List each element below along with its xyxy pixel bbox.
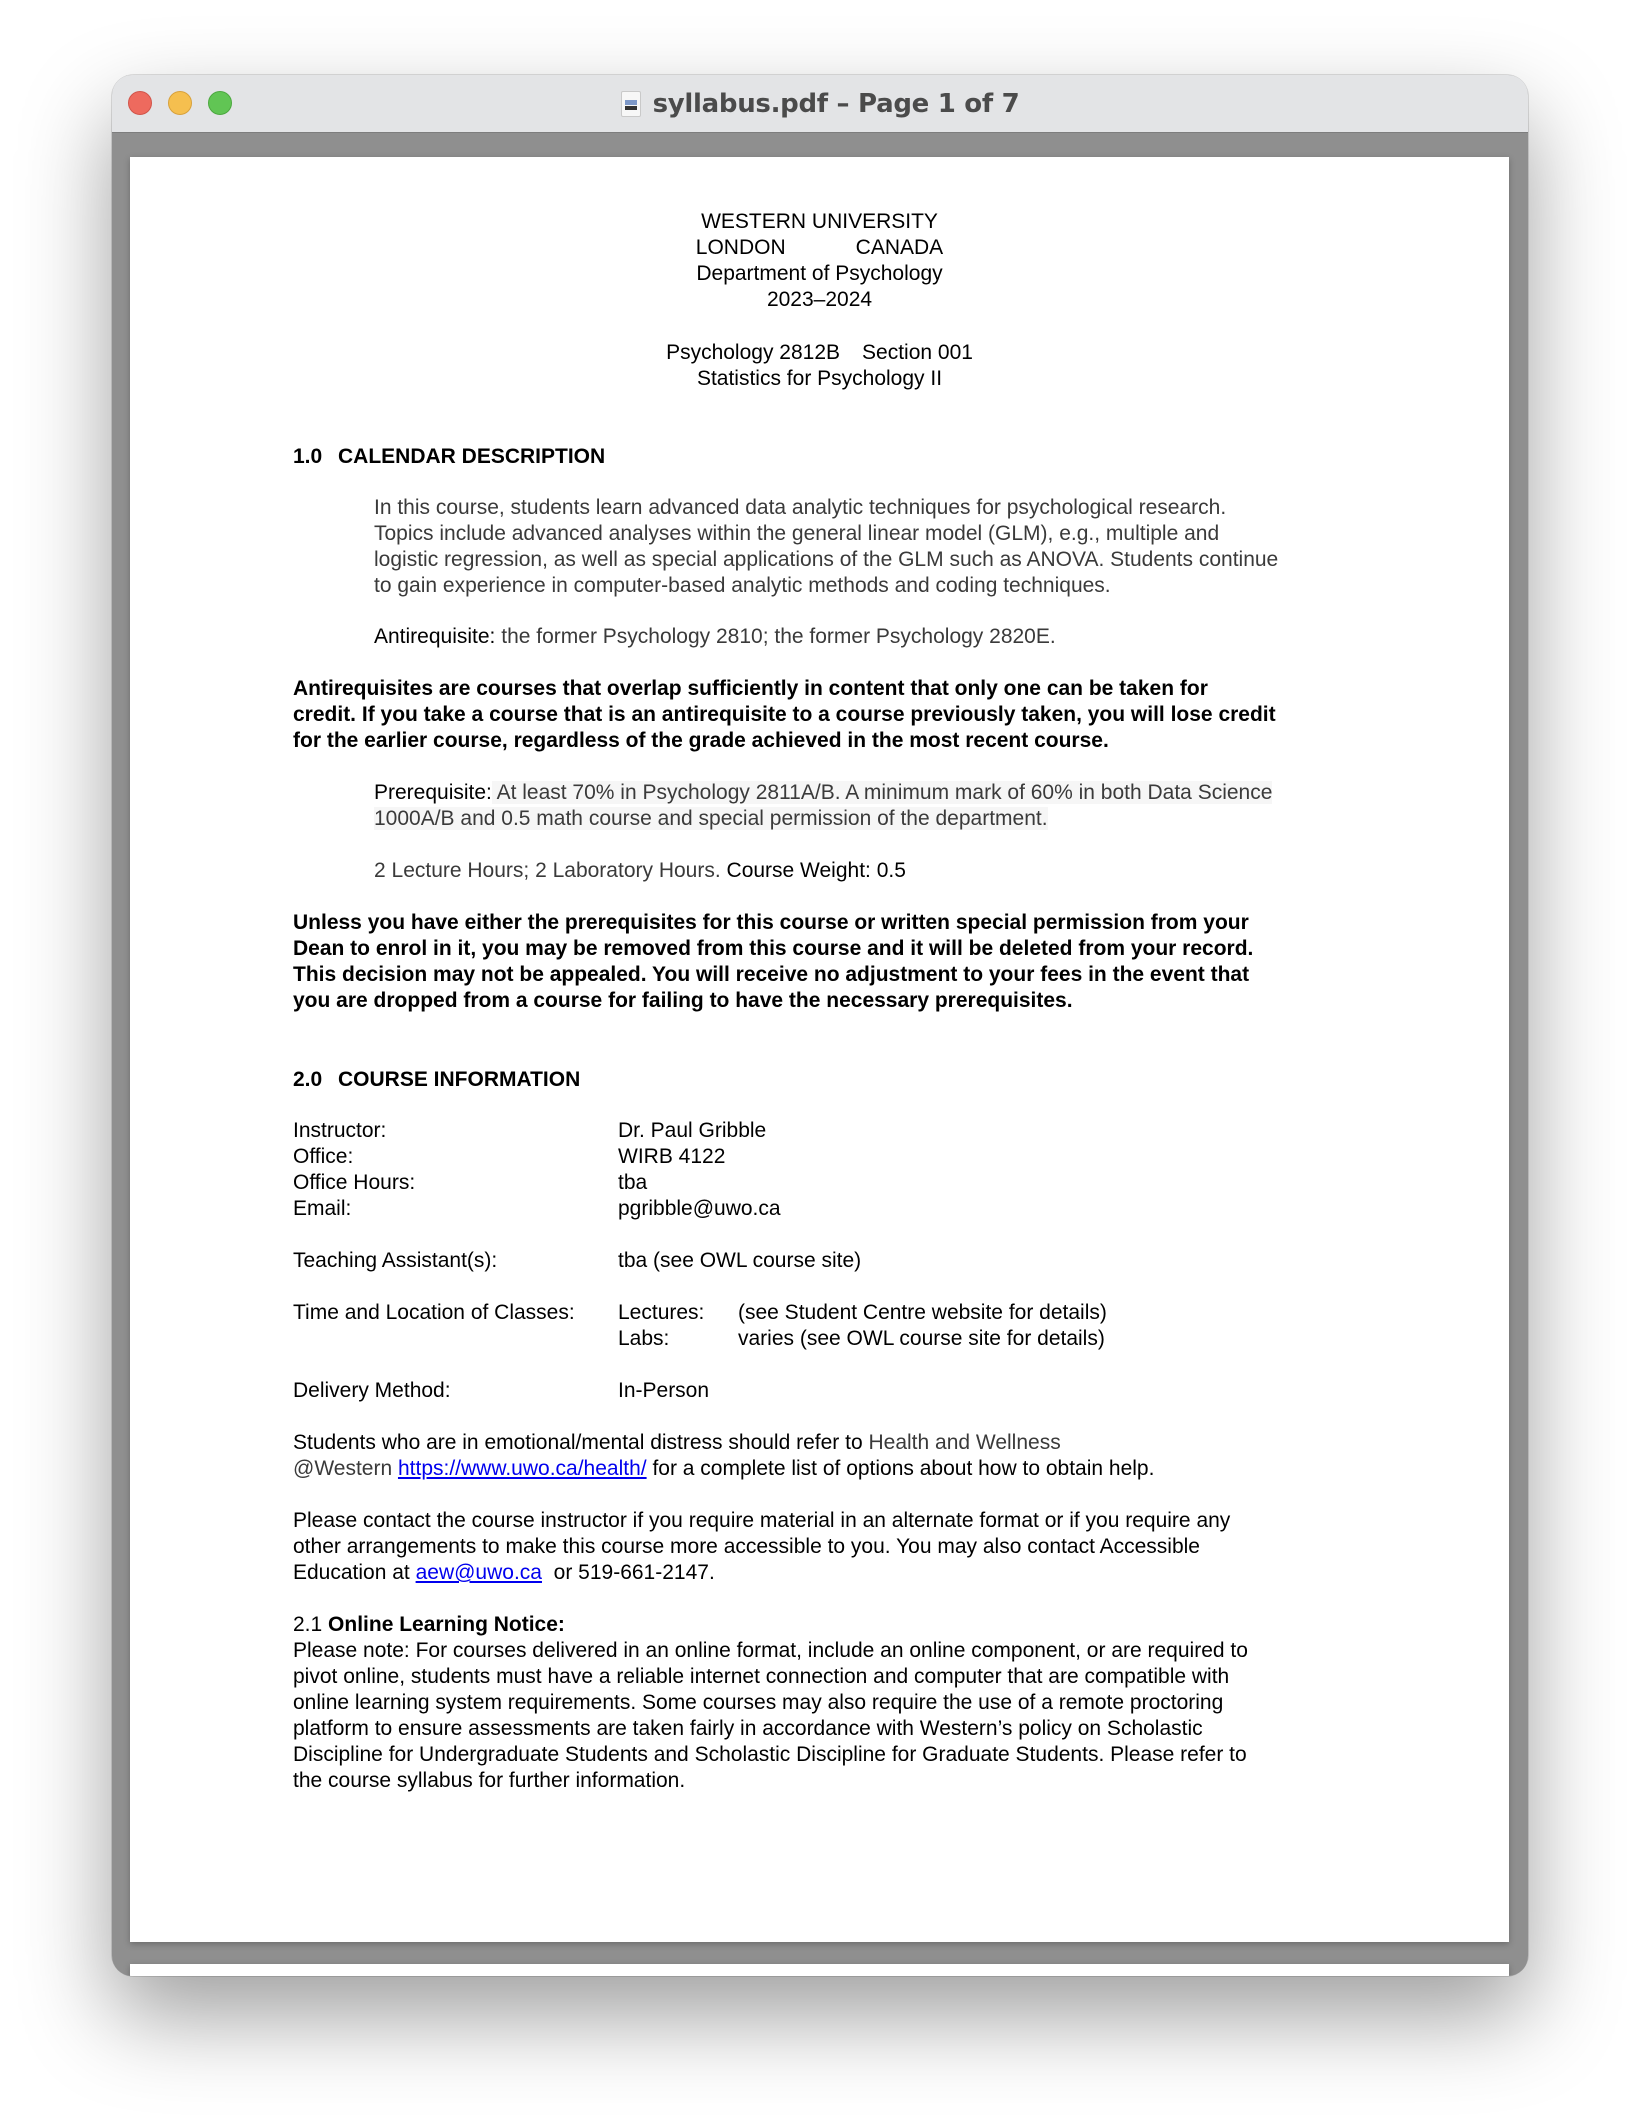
notice-line: for the earlier course, regardless of the grade achieved in the most recent course. xyxy=(293,729,1109,752)
section-heading-course-info xyxy=(293,1067,1383,1093)
online-learning-heading xyxy=(293,1612,1383,1638)
info-value: pgribble@uwo.ca xyxy=(618,1197,781,1220)
hours-text: 2 Lecture Hours; 2 Laboratory Hours. xyxy=(374,859,721,882)
phone-number: or 519-661-2147. xyxy=(541,1561,715,1584)
paragraph-line: Please contact the course instructor if you require material in an alternate format or if you require any xyxy=(293,1509,1231,1532)
info-label: Instructor: xyxy=(293,1119,387,1142)
info-row-ta xyxy=(293,1248,1393,1274)
window-title-group xyxy=(112,75,1528,132)
paragraph-line: other arrangements to make this course more accessible to you. You may also contact Accessible xyxy=(293,1535,1200,1558)
description-line: logistic regression, as well as special applications of the GLM such as ANOVA. Students continue xyxy=(374,548,1279,571)
notice-line: the course syllabus for further information. xyxy=(293,1769,686,1792)
lectures-label: Lectures: xyxy=(618,1301,705,1324)
notice-line: Unless you have either the prerequisites for this course or written special permission from your xyxy=(293,911,1249,934)
academic-year: 2023–2024 xyxy=(766,288,873,311)
prerequisite-text: 1000A/B and 0.5 math course and special permission of the department. xyxy=(374,807,1048,830)
notice-line: platform to ensure assessments are taken fairly in accordance with Western’s policy on Scholastic xyxy=(293,1717,1203,1740)
description-line: to gain experience in computer-based analytic methods and coding techniques. xyxy=(374,574,1111,597)
notice-line: Dean to enrol in it, you may be removed from this course and it will be deleted from your record. xyxy=(293,937,1254,960)
online-learning-notice xyxy=(293,1638,1383,1794)
department: Department of Psychology xyxy=(696,262,943,285)
info-value: In-Person xyxy=(618,1379,710,1402)
location-line xyxy=(130,235,1509,261)
description-line: In this course, students learn advanced data analytic techniques for psychological research. xyxy=(374,496,1227,519)
section-title: COURSE INFORMATION xyxy=(338,1068,581,1091)
course-code: Psychology 2812B xyxy=(666,341,841,364)
pdf-document-icon[interactable] xyxy=(621,91,641,117)
prerequisite xyxy=(374,780,1374,832)
notice-line: credit. If you take a course that is an antirequisite to a course previously taken, you will lose credit xyxy=(293,703,1276,726)
antirequisite-label: Antirequisite: xyxy=(374,625,496,648)
info-row-office xyxy=(293,1144,1393,1170)
prerequisite-text: At least 70% in Psychology 2811A/B. A minimum mark of 60% in both Data Science xyxy=(491,781,1273,804)
city: LONDON xyxy=(695,236,786,259)
pdf-page-2-edge[interactable] xyxy=(130,1964,1509,1976)
info-value: tba (see OWL course site) xyxy=(618,1249,862,1272)
notice-line: This decision may not be appealed. You will receive no adjustment to your fees in the event that xyxy=(293,963,1250,986)
course-title: Statistics for Psychology II xyxy=(696,367,943,390)
info-row-email xyxy=(293,1196,1393,1222)
lectures-value: (see Student Centre website for details) xyxy=(738,1301,1107,1324)
info-row-instructor xyxy=(293,1118,1393,1144)
info-label: Email: xyxy=(293,1197,352,1220)
info-row-labs xyxy=(293,1326,1393,1352)
paragraph-line: Education at xyxy=(293,1561,416,1584)
info-label: Office Hours: xyxy=(293,1171,416,1194)
antirequisite xyxy=(374,624,1374,650)
labs-label: Labs: xyxy=(618,1327,670,1350)
subsection-title: Online Learning Notice: xyxy=(328,1613,565,1636)
course-hours xyxy=(374,858,1374,884)
accessible-education-email-link[interactable]: aew@uwo.ca xyxy=(415,1561,542,1584)
notice-line: Antirequisites are courses that overlap sufficiently in content that only one can be taken for xyxy=(293,677,1208,700)
wellness-text: for a complete list of options about how to obtain help. xyxy=(646,1457,1155,1480)
notice-line: Please note: For courses delivered in an online format, include an online component, or are required to xyxy=(293,1639,1248,1662)
info-row-office-hours xyxy=(293,1170,1393,1196)
window-title: syllabus.pdf – Page 1 of 7 xyxy=(652,88,1020,119)
wellness-paragraph xyxy=(293,1430,1383,1482)
section-heading-calendar xyxy=(293,444,1383,470)
calendar-description xyxy=(374,495,1374,599)
health-link[interactable]: https://www.uwo.ca/health/ xyxy=(397,1457,647,1480)
subsection-number: 2.1 xyxy=(293,1613,323,1636)
labs-value: varies (see OWL course site for details) xyxy=(738,1327,1105,1350)
info-label: Delivery Method: xyxy=(293,1379,451,1402)
course-section: Section 001 xyxy=(862,341,973,364)
wellness-service-name: @Western xyxy=(293,1457,393,1480)
wellness-text: Students who are in emotional/mental distress should refer to xyxy=(293,1431,869,1454)
info-row-time-location xyxy=(293,1300,1393,1326)
info-label: Teaching Assistant(s): xyxy=(293,1249,498,1272)
section-title: CALENDAR DESCRIPTION xyxy=(338,445,606,468)
info-label: Office: xyxy=(293,1145,354,1168)
university-name: WESTERN UNIVERSITY xyxy=(701,210,938,233)
accessibility-paragraph xyxy=(293,1508,1383,1586)
notice-line: online learning system requirements. Some courses may also require the use of a remote proctoring xyxy=(293,1691,1224,1714)
course-weight: Course Weight: 0.5 xyxy=(720,859,906,882)
section-number: 2.0 xyxy=(293,1068,323,1091)
course-code-line xyxy=(130,340,1509,366)
section-number: 1.0 xyxy=(293,445,323,468)
description-line: Topics include advanced analyses within the general linear model (GLM), e.g., multiple and xyxy=(374,522,1220,545)
info-value: tba xyxy=(618,1171,648,1194)
info-value: Dr. Paul Gribble xyxy=(618,1119,767,1142)
antirequisite-text: the former Psychology 2810; the former Psychology 2820E. xyxy=(495,625,1056,648)
pdf-page-1[interactable] xyxy=(130,157,1509,1942)
title-bar[interactable] xyxy=(112,75,1528,133)
antirequisite-notice xyxy=(293,676,1383,754)
prerequisite-label: Prerequisite: xyxy=(374,781,492,804)
notice-line: pivot online, students must have a reliable internet connection and computer that are compatible with xyxy=(293,1665,1230,1688)
info-value: WIRB 4122 xyxy=(618,1145,726,1168)
info-row-delivery xyxy=(293,1378,1393,1404)
notice-line: you are dropped from a course for failing to have the necessary prerequisites. xyxy=(293,989,1073,1012)
preview-window xyxy=(112,75,1528,1976)
wellness-service-name: Health and Wellness xyxy=(868,1431,1061,1454)
country: CANADA xyxy=(855,236,944,259)
info-label: Time and Location of Classes: xyxy=(293,1301,575,1324)
prerequisite-notice xyxy=(293,910,1383,1014)
notice-line: Discipline for Undergraduate Students and Scholastic Discipline for Graduate Students. Please refer to xyxy=(293,1743,1247,1766)
